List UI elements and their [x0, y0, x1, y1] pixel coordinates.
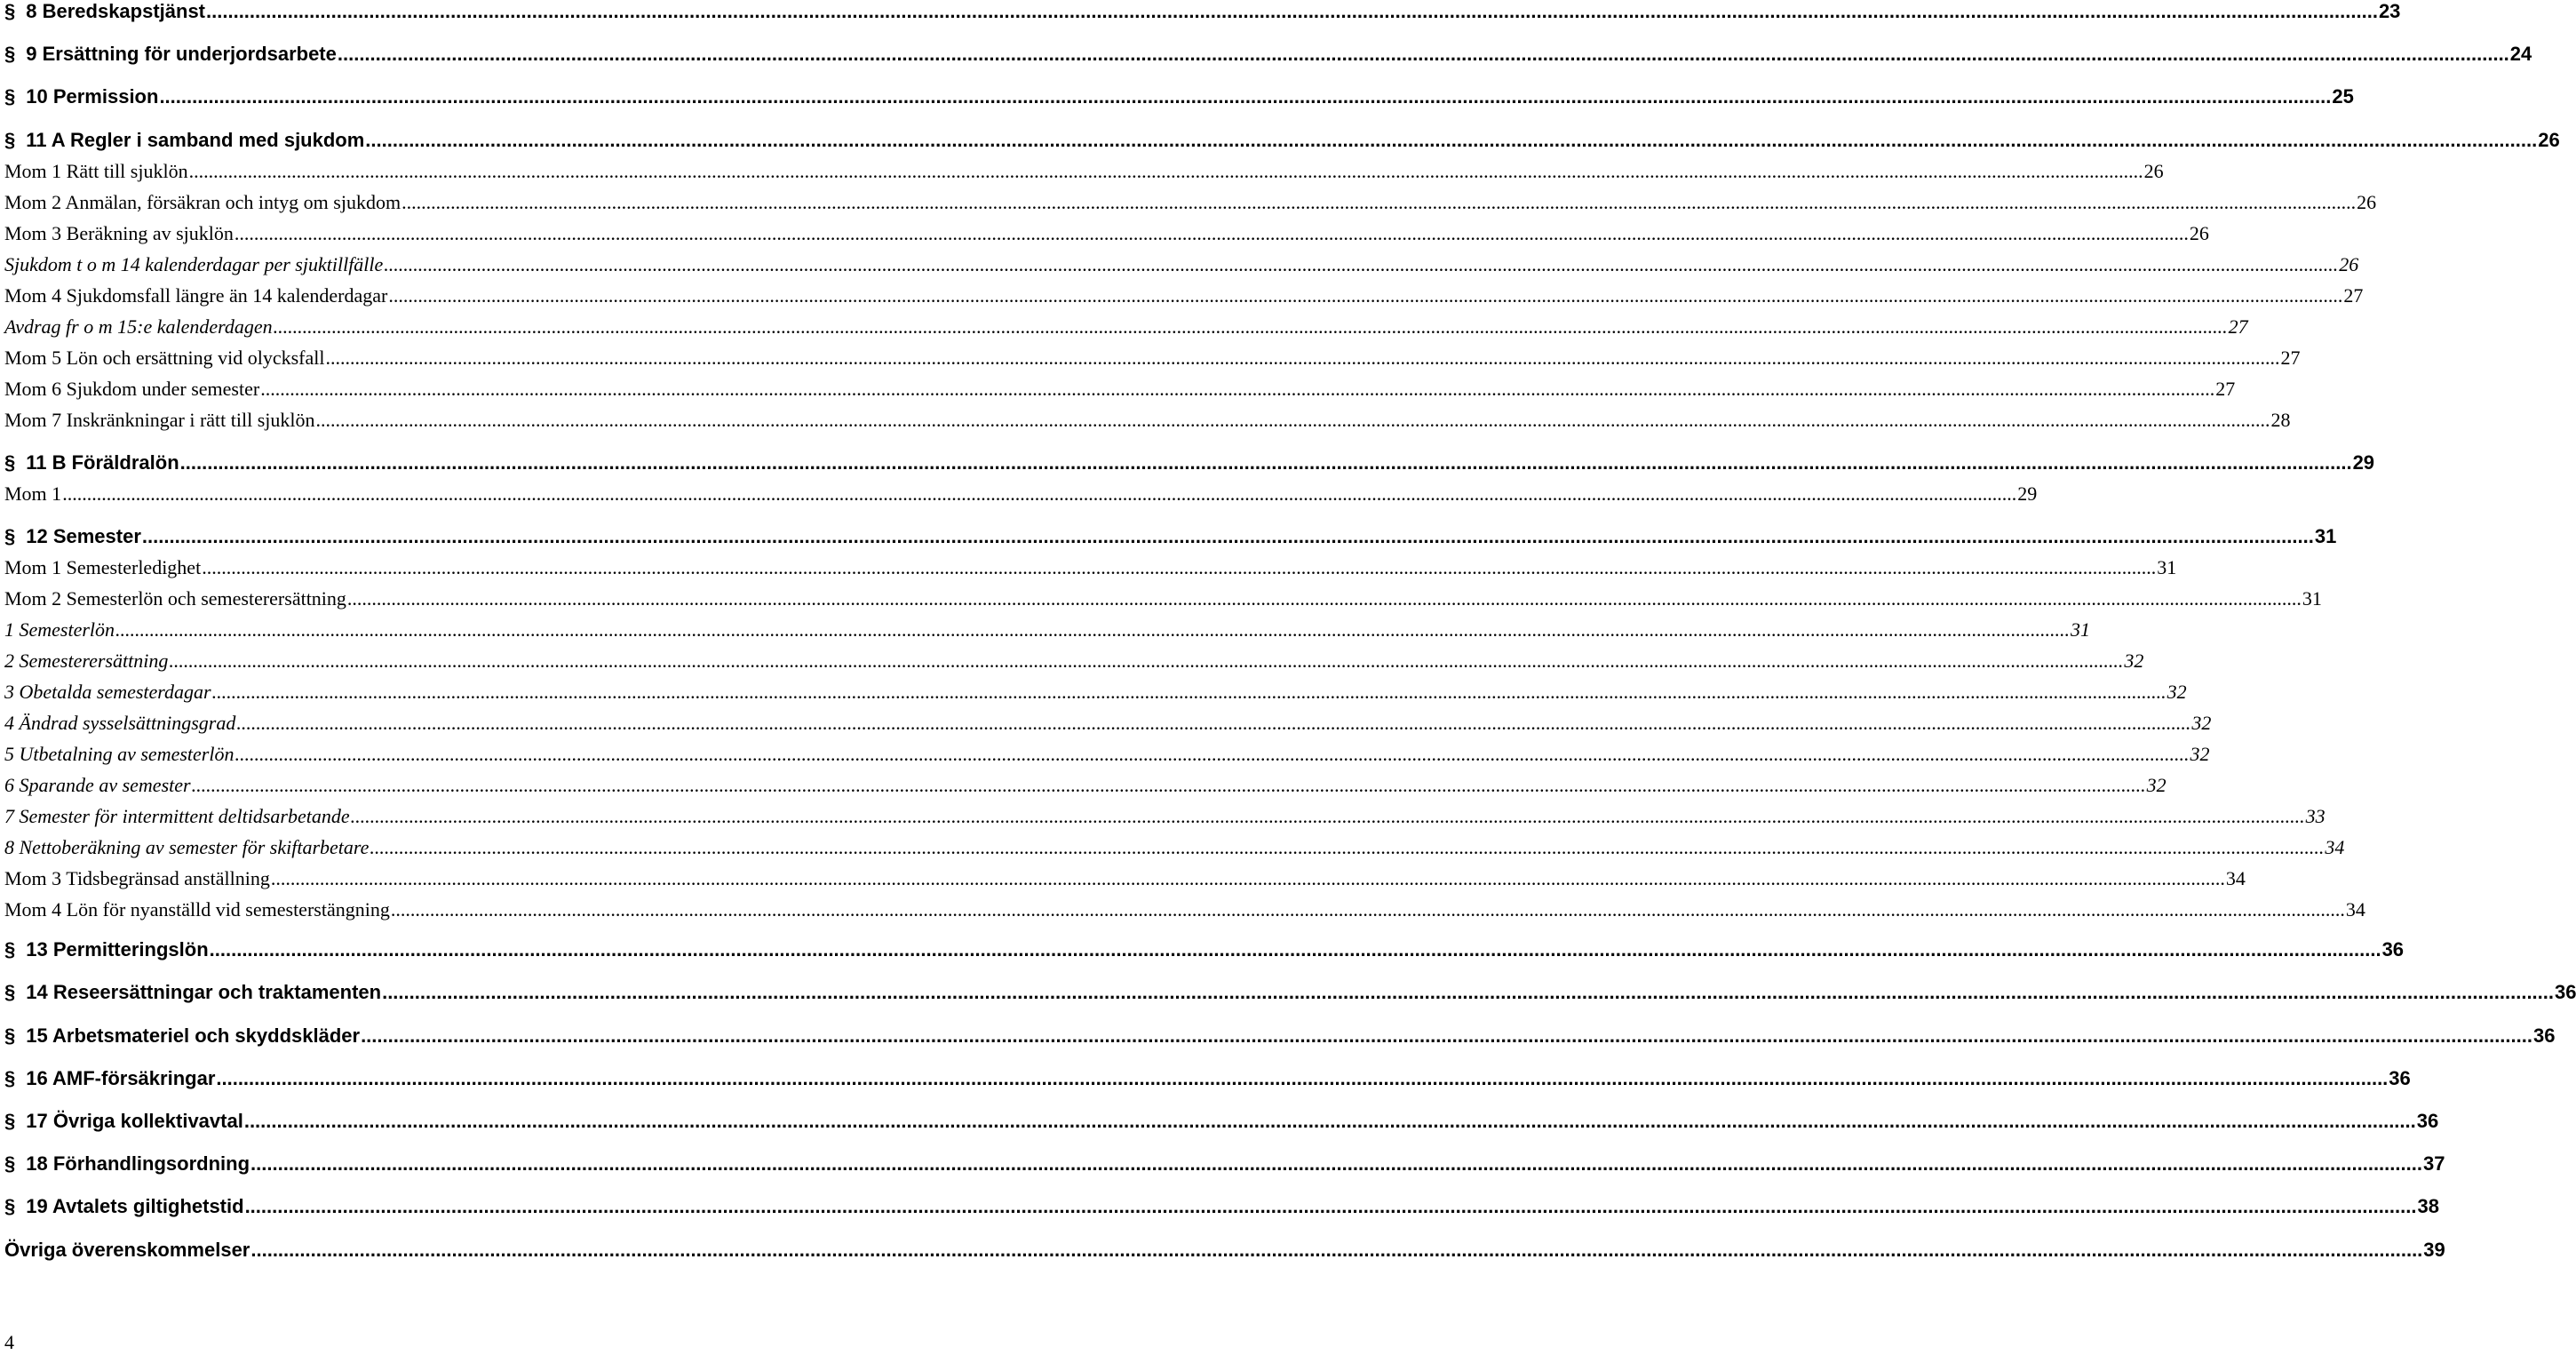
toc-entry-page: 34: [2225, 867, 2246, 889]
toc-entry-page: 32: [2190, 743, 2210, 765]
toc-entry[interactable]: [4, 482, 2038, 506]
dot-leader: ................................................................................................................................................................................................................................................................................................................................................................................................................: [384, 253, 2339, 275]
section-sign: §: [4, 1024, 16, 1047]
toc-entry-page: 23: [2378, 0, 2401, 22]
toc-entry[interactable]: [4, 836, 2345, 859]
dot-leader: ................................................................................................................................................................................................................................................................................................................................................................................................................: [273, 315, 2228, 338]
toc-entry[interactable]: [4, 191, 2377, 214]
section-sign: §: [4, 981, 16, 1003]
dot-leader: ................................................................................................................................................................................................................................................................................................................................................................................................................: [169, 650, 2124, 672]
dot-leader: ................................................................................................................................................................................................................................................................................................................................................................................................................: [365, 129, 2538, 151]
toc-entry[interactable]: [4, 378, 2236, 401]
toc-entry-page: 34: [2345, 898, 2365, 921]
toc-entry[interactable]: [4, 867, 2246, 890]
toc-entry-label: Mom 4 Lön för nyanställd vid semesterstängning: [4, 898, 390, 921]
toc-entry-page: 34: [2325, 836, 2345, 858]
toc-entry[interactable]: [4, 1110, 2439, 1133]
dot-leader: ................................................................................................................................................................................................................................................................................................................................................................................................................: [234, 222, 2189, 244]
dot-leader: ................................................................................................................................................................................................................................................................................................................................................................................................................: [206, 0, 2378, 22]
toc-entry[interactable]: [4, 1239, 2445, 1262]
dot-leader: ................................................................................................................................................................................................................................................................................................................................................................................................................: [346, 587, 2302, 610]
toc-entry-page: 26: [2538, 129, 2560, 151]
toc-entry[interactable]: [4, 587, 2322, 610]
toc-entry-page: 36: [2381, 938, 2405, 960]
toc-entry-page: 36: [2532, 1024, 2556, 1047]
toc-entry[interactable]: [4, 451, 2375, 474]
toc-entry[interactable]: [4, 556, 2177, 579]
section-sign: §: [4, 451, 16, 474]
section-sign: §: [4, 938, 16, 960]
dot-leader: ................................................................................................................................................................................................................................................................................................................................................................................................................: [325, 347, 2280, 369]
toc-entry-label: 16 AMF-försäkringar: [26, 1067, 216, 1089]
toc-entry[interactable]: [4, 681, 2187, 704]
toc-entry[interactable]: [4, 1195, 2439, 1218]
dot-leader: ................................................................................................................................................................................................................................................................................................................................................................................................................: [337, 43, 2509, 65]
dot-leader: ................................................................................................................................................................................................................................................................................................................................................................................................................: [115, 618, 2071, 641]
toc-entry[interactable]: [4, 347, 2301, 370]
dot-leader: ................................................................................................................................................................................................................................................................................................................................................................................................................: [402, 191, 2357, 213]
dot-leader: ................................................................................................................................................................................................................................................................................................................................................................................................................: [315, 409, 2270, 431]
dot-leader: ................................................................................................................................................................................................................................................................................................................................................................................................................: [209, 938, 2381, 960]
toc-entry[interactable]: [4, 0, 2401, 23]
toc-entry-label: 8 Nettoberäkning av semester för skiftarbetare: [4, 836, 370, 858]
toc-entry-label: 7 Semester för intermittent deltidsarbetande: [4, 805, 350, 827]
toc-entry-page: 31: [2314, 525, 2337, 547]
toc-entry-label: 19 Avtalets giltighetstid: [26, 1195, 244, 1217]
toc-entry-page: 36: [2389, 1067, 2411, 1089]
toc-entry-page: 26: [2143, 160, 2164, 182]
toc-entry-page: 32: [2191, 712, 2212, 734]
toc-entry-page: 26: [2357, 191, 2377, 213]
toc-entry-page: 25: [2332, 85, 2354, 108]
toc-entry-label: 1 Semesterlön: [4, 618, 115, 641]
toc-entry[interactable]: [4, 743, 2210, 766]
toc-entry[interactable]: [4, 85, 2354, 108]
dot-leader: ................................................................................................................................................................................................................................................................................................................................................................................................................: [260, 378, 2215, 400]
toc-entry-page: 32: [2167, 681, 2187, 703]
toc-entry[interactable]: [4, 284, 2364, 307]
toc-entry-label: Mom 1: [4, 482, 62, 505]
toc-entry-label: Avdrag fr o m 15:e kalenderdagen: [4, 315, 273, 338]
toc-entry[interactable]: [4, 618, 2091, 642]
toc-entry-page: 38: [2417, 1195, 2439, 1217]
toc-entry-label: 11 B Föräldralön: [26, 451, 179, 474]
toc-entry-label: 13 Permitteringslön: [26, 938, 209, 960]
dot-leader: ................................................................................................................................................................................................................................................................................................................................................................................................................: [159, 85, 2332, 108]
section-sign: §: [4, 43, 16, 65]
toc-entry-label: 3 Obetalda semesterdagar: [4, 681, 211, 703]
toc-entry[interactable]: [4, 1152, 2445, 1176]
toc-entry[interactable]: [4, 712, 2212, 735]
dot-leader: ................................................................................................................................................................................................................................................................................................................................................................................................................: [361, 1024, 2532, 1047]
toc-entry-label: Mom 7 Inskränkningar i rätt till sjuklön: [4, 409, 315, 431]
toc-entry-label: 6 Sparande av semester: [4, 774, 191, 796]
toc-entry-label: 2 Semesterersättning: [4, 650, 169, 672]
toc-entry[interactable]: [4, 129, 2560, 152]
page-number: 4: [4, 1331, 14, 1353]
dot-leader: ................................................................................................................................................................................................................................................................................................................................................................................................................: [236, 712, 2191, 734]
toc-entry-page: 28: [2270, 409, 2291, 431]
toc-entry-page: 37: [2422, 1152, 2445, 1175]
toc-entry-label: 17 Övriga kollektivavtal: [26, 1110, 243, 1132]
toc-entry-label: Övriga överenskommelser: [4, 1239, 250, 1261]
toc-entry-label: 8 Beredskapstjänst: [26, 0, 206, 22]
dot-leader: ................................................................................................................................................................................................................................................................................................................................................................................................................: [250, 1152, 2422, 1175]
section-sign: §: [4, 525, 16, 547]
toc-entry-label: Mom 5 Lön och ersättning vid olycksfall: [4, 347, 325, 369]
dot-leader: ................................................................................................................................................................................................................................................................................................................................................................................................................: [211, 681, 2167, 703]
toc-entry-page: 24: [2509, 43, 2532, 65]
toc-entry[interactable]: [4, 981, 2576, 1004]
toc-entry[interactable]: [4, 253, 2359, 276]
dot-leader: ................................................................................................................................................................................................................................................................................................................................................................................................................: [62, 482, 2017, 505]
dot-leader: ................................................................................................................................................................................................................................................................................................................................................................................................................: [202, 556, 2157, 578]
toc-entry-page: 31: [2071, 618, 2091, 641]
toc-entry-label: 10 Permission: [26, 85, 159, 108]
section-sign: §: [4, 129, 16, 151]
toc-entry-label: Mom 6 Sjukdom under semester: [4, 378, 260, 400]
section-sign: §: [4, 1152, 16, 1175]
toc-entry[interactable]: [4, 650, 2144, 673]
toc-entry-page: 32: [2146, 774, 2167, 796]
dot-leader: ................................................................................................................................................................................................................................................................................................................................................................................................................: [235, 743, 2190, 765]
toc-entry-label: Mom 1 Rätt till sjuklön: [4, 160, 188, 182]
dot-leader: ................................................................................................................................................................................................................................................................................................................................................................................................................: [270, 867, 2225, 889]
toc-entry-label: Mom 3 Beräkning av sjuklön: [4, 222, 234, 244]
toc-entry-page: 31: [2302, 587, 2322, 610]
section-sign: §: [4, 0, 16, 22]
dot-leader: ................................................................................................................................................................................................................................................................................................................................................................................................................: [179, 451, 2352, 474]
toc-entry-label: 14 Reseersättningar och traktamenten: [26, 981, 382, 1003]
toc-entry[interactable]: [4, 43, 2532, 66]
toc-entry-page: 29: [2017, 482, 2038, 505]
toc-entry-page: 27: [2343, 284, 2364, 307]
toc-entry-label: Mom 4 Sjukdomsfall längre än 14 kalenderdagar: [4, 284, 388, 307]
dot-leader: ................................................................................................................................................................................................................................................................................................................................................................................................................: [243, 1110, 2416, 1132]
toc-entry[interactable]: [4, 805, 2326, 828]
section-sign: §: [4, 1110, 16, 1132]
toc-entry-label: Sjukdom t o m 14 kalenderdagar per sjuktillfälle: [4, 253, 384, 275]
toc-entry[interactable]: [4, 160, 2164, 183]
dot-leader: ................................................................................................................................................................................................................................................................................................................................................................................................................: [370, 836, 2325, 858]
toc-entry-label: Mom 2 Anmälan, försäkran och intyg om sjukdom: [4, 191, 402, 213]
toc-entry-page: 33: [2305, 805, 2326, 827]
toc-entry[interactable]: [4, 315, 2248, 339]
dot-leader: ................................................................................................................................................................................................................................................................................................................................................................................................................: [388, 284, 2343, 307]
section-sign: §: [4, 85, 16, 108]
toc-entry-page: 27: [2280, 347, 2301, 369]
toc-entry[interactable]: [4, 525, 2337, 548]
toc-entry-page: 32: [2124, 650, 2144, 672]
toc-entry[interactable]: [4, 774, 2167, 797]
toc-entry[interactable]: [4, 1067, 2411, 1090]
toc-entry[interactable]: [4, 222, 2209, 245]
toc-entry-page: 31: [2157, 556, 2177, 578]
dot-leader: ................................................................................................................................................................................................................................................................................................................................................................................................................: [350, 805, 2305, 827]
toc-entry-page: 36: [2416, 1110, 2439, 1132]
section-sign: §: [4, 1067, 16, 1089]
dot-leader: ................................................................................................................................................................................................................................................................................................................................................................................................................: [244, 1195, 2417, 1217]
toc-entry-page: 27: [2215, 378, 2236, 400]
toc-entry-label: Mom 3 Tidsbegränsad anställning: [4, 867, 270, 889]
toc-entry[interactable]: [4, 409, 2291, 432]
toc-entry-label: 12 Semester: [26, 525, 141, 547]
dot-leader: ................................................................................................................................................................................................................................................................................................................................................................................................................: [390, 898, 2345, 921]
toc-entry-page: 26: [2189, 222, 2209, 244]
toc-entry-label: 5 Utbetalning av semesterlön: [4, 743, 235, 765]
toc-entry-page: 36: [2555, 981, 2576, 1003]
toc-entry-label: 18 Förhandlingsordning: [26, 1152, 250, 1175]
toc-entry[interactable]: [4, 938, 2405, 961]
toc-entry-page: 39: [2423, 1239, 2445, 1261]
dot-leader: ................................................................................................................................................................................................................................................................................................................................................................................................................: [382, 981, 2554, 1003]
toc-entry-label: 4 Ändrad sysselsättningsgrad: [4, 712, 236, 734]
dot-leader: ................................................................................................................................................................................................................................................................................................................................................................................................................: [191, 774, 2146, 796]
toc-entry-page: 29: [2352, 451, 2375, 474]
dot-leader: ................................................................................................................................................................................................................................................................................................................................................................................................................: [141, 525, 2314, 547]
dot-leader: ................................................................................................................................................................................................................................................................................................................................................................................................................: [188, 160, 2143, 182]
dot-leader: ................................................................................................................................................................................................................................................................................................................................................................................................................: [216, 1067, 2389, 1089]
toc-entry-page: 26: [2339, 253, 2359, 275]
dot-leader: ................................................................................................................................................................................................................................................................................................................................................................................................................: [250, 1239, 2423, 1261]
toc-entry-label: 9 Ersättning för underjordsarbete: [26, 43, 337, 65]
toc-entry-label: 11 A Regler i samband med sjukdom: [26, 129, 365, 151]
toc-entry-label: Mom 2 Semesterlön och semesterersättning: [4, 587, 346, 610]
toc-entry-label: 15 Arbetsmateriel och skyddskläder: [26, 1024, 361, 1047]
toc-entry[interactable]: [4, 898, 2365, 921]
toc-entry-page: 27: [2228, 315, 2248, 338]
toc-entry[interactable]: [4, 1024, 2556, 1048]
section-sign: §: [4, 1195, 16, 1217]
toc-entry-label: Mom 1 Semesterledighet: [4, 556, 202, 578]
